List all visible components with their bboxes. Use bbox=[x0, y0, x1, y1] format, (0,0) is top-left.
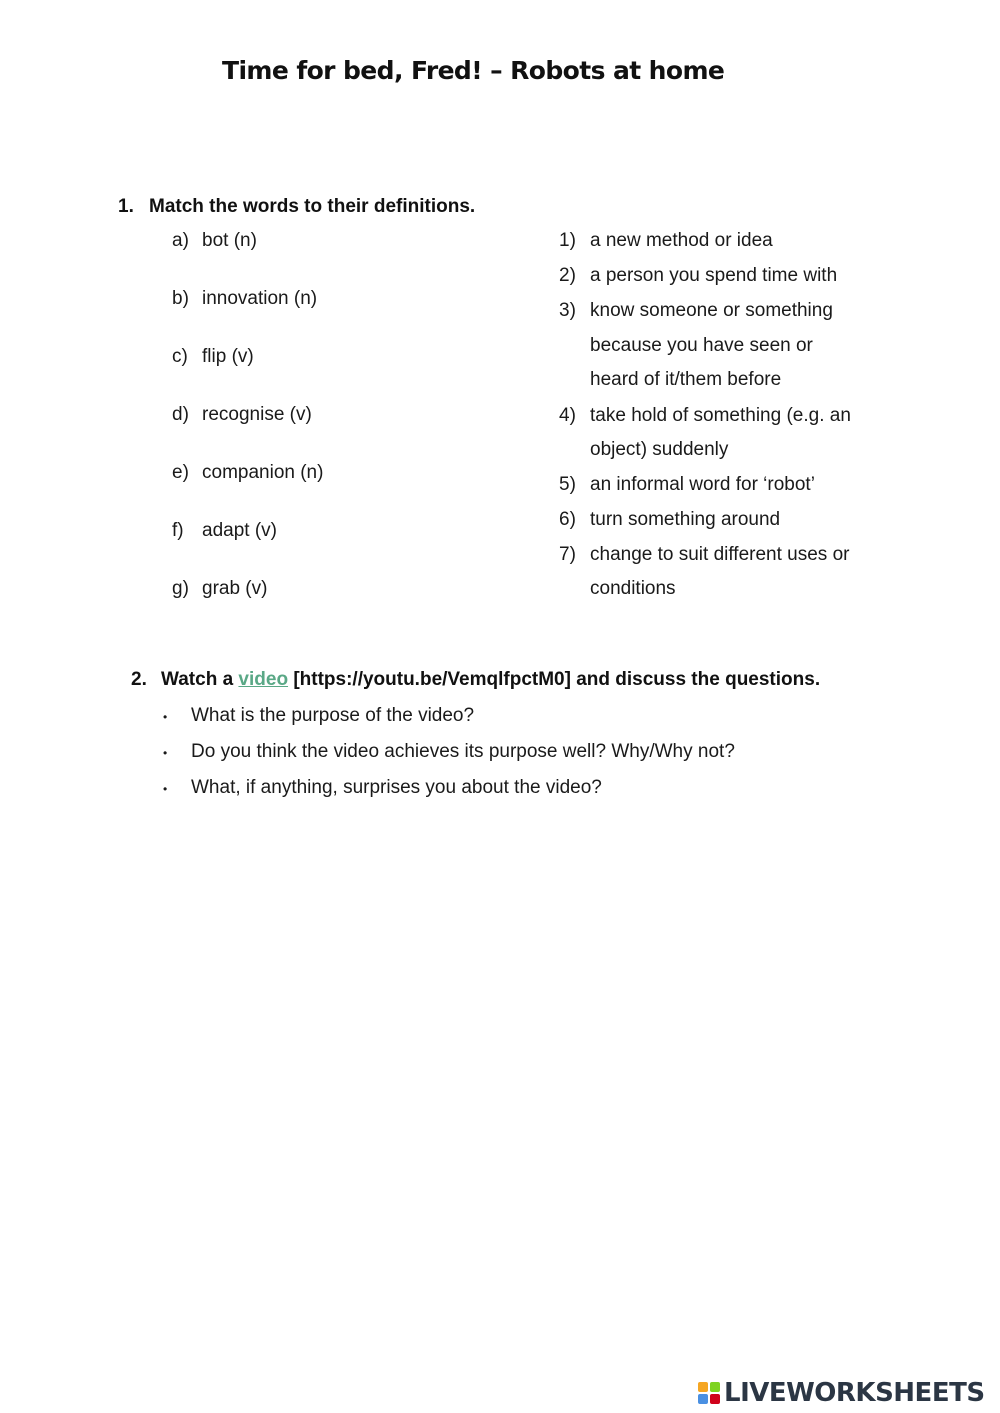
word-text: innovation (n) bbox=[202, 288, 318, 309]
word-label: e) bbox=[172, 462, 189, 483]
definition-number: 7) bbox=[559, 544, 576, 565]
definition-text: know someone or something bbox=[590, 300, 833, 321]
section-2-heading bbox=[131, 669, 820, 691]
word-item bbox=[172, 578, 267, 600]
liveworksheets-logo[interactable] bbox=[698, 1376, 985, 1410]
word-text: recognise (v) bbox=[202, 404, 312, 425]
video-link[interactable]: video bbox=[238, 669, 289, 690]
definition-text: an informal word for ‘robot’ bbox=[590, 474, 815, 495]
section-2-number: 2. bbox=[131, 669, 147, 690]
bullet-icon: • bbox=[163, 746, 168, 760]
logo-text: LIVEWORKSHEETS bbox=[724, 1378, 985, 1408]
section-1-title: Match the words to their definitions. bbox=[149, 196, 476, 217]
word-label: g) bbox=[172, 578, 189, 599]
word-label: a) bbox=[172, 230, 189, 251]
definition-number: 1) bbox=[559, 230, 576, 251]
word-label: d) bbox=[172, 404, 189, 425]
word-label: f) bbox=[172, 520, 184, 541]
word-item bbox=[172, 230, 257, 252]
definition-text: a new method or idea bbox=[590, 230, 773, 251]
word-text: grab (v) bbox=[202, 578, 268, 599]
question-item: What is the purpose of the video? bbox=[191, 705, 475, 726]
word-text: flip (v) bbox=[202, 346, 254, 367]
word-item bbox=[172, 346, 254, 368]
definition-text: because you have seen or bbox=[590, 335, 813, 356]
liveworksheets-logo-icon bbox=[698, 1382, 720, 1404]
definition-number: 4) bbox=[559, 405, 576, 426]
section-2-heading-pre: Watch a bbox=[161, 669, 239, 690]
definition-text: turn something around bbox=[590, 509, 781, 530]
definition-text: a person you spend time with bbox=[590, 265, 838, 286]
word-text: companion (n) bbox=[202, 462, 324, 483]
question-item: Do you think the video achieves its purpose well? Why/Why not? bbox=[191, 741, 735, 762]
section-1-number: 1. bbox=[118, 196, 134, 217]
word-item bbox=[172, 288, 317, 310]
word-item bbox=[172, 404, 312, 426]
definition-text: take hold of something (e.g. an bbox=[590, 405, 851, 426]
definition-number: 2) bbox=[559, 265, 576, 286]
word-text: adapt (v) bbox=[202, 520, 277, 541]
definition-text: object) suddenly bbox=[590, 439, 729, 460]
definition-number: 5) bbox=[559, 474, 576, 495]
question-item: What, if anything, surprises you about the video? bbox=[191, 777, 602, 798]
definition-text: conditions bbox=[590, 578, 676, 599]
word-item bbox=[172, 520, 277, 542]
word-item bbox=[172, 462, 323, 484]
definition-number: 6) bbox=[559, 509, 576, 530]
word-label: b) bbox=[172, 288, 189, 309]
section-1-heading bbox=[118, 196, 475, 218]
word-text: bot (n) bbox=[202, 230, 257, 251]
definition-number: 3) bbox=[559, 300, 576, 321]
definition-text: heard of it/them before bbox=[590, 369, 782, 390]
bullet-icon: • bbox=[163, 782, 168, 796]
definition-text: change to suit different uses or bbox=[590, 544, 850, 565]
bullet-icon: • bbox=[163, 710, 168, 724]
section-2-heading-post: [https://youtu.be/VemqlfpctM0] and discuss the questions. bbox=[288, 669, 821, 690]
word-label: c) bbox=[172, 346, 188, 367]
page-title: Time for bed, Fred! – Robots at home bbox=[222, 56, 725, 85]
